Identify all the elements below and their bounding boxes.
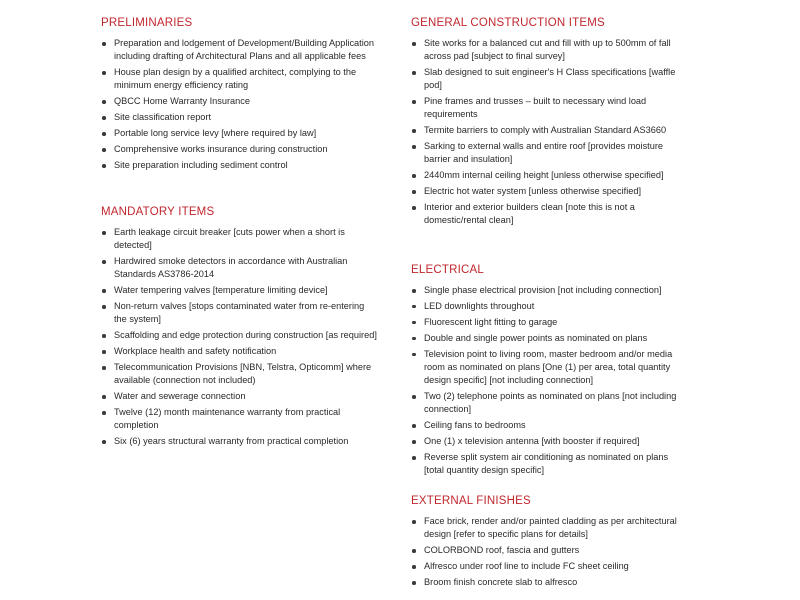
list-item: Slab designed to suit engineer's H Class specifications [waffle pod] [411,66,687,92]
section-heading: ELECTRICAL [411,264,484,276]
list-item: One (1) x television antenna [with booster if required] [411,435,687,448]
section-heading: EXTERNAL FINISHES [411,495,531,507]
item-list [101,226,379,448]
list-item: Telecommunication Provisions [NBN, Telstra, Opticomm] where available (connection not included) [101,361,379,387]
section-heading: MANDATORY ITEMS [101,206,215,218]
list-item: Site preparation including sediment control [101,159,379,172]
list-item: 2440mm internal ceiling height [unless otherwise specified] [411,169,687,182]
list-item: Fluorescent light fitting to garage [411,316,687,329]
list-item: Twelve (12) month maintenance warranty from practical completion [101,406,379,432]
list-item: Sarking to external walls and entire roof [provides moisture barrier and insulation] [411,140,687,166]
section-heading: PRELIMINARIES [101,17,193,29]
list-item: Termite barriers to comply with Australian Standard AS3660 [411,124,687,137]
list-item: COLORBOND roof, fascia and gutters [411,544,687,557]
item-list [411,515,687,589]
section-mandatory-items [101,205,379,451]
item-list [411,37,687,227]
section-electrical [411,263,687,480]
section-preliminaries [101,16,379,175]
list-item: Electric hot water system [unless otherwise specified] [411,185,687,198]
section-external-finishes [411,494,687,592]
list-item: Earth leakage circuit breaker [cuts power when a short is detected] [101,226,379,252]
list-item: Alfresco under roof line to include FC sheet ceiling [411,560,687,573]
list-item: Face brick, render and/or painted cladding as per architectural design [refer to specific plans for details] [411,515,687,541]
list-item: Portable long service levy [where required by law] [101,127,379,140]
item-list [411,284,687,477]
list-item: Television point to living room, master bedroom and/or media room as nominated on plans [One (1) per area, total quantity design specific] [not including connection] [411,348,687,387]
list-item: Non-return valves [stops contaminated water from re-entering the system] [101,300,379,326]
list-item: Two (2) telephone points as nominated on plans [not including connection] [411,390,687,416]
list-item: Reverse split system air conditioning as nominated on plans [total quantity design specific] [411,451,687,477]
list-item: Broom finish concrete slab to alfresco [411,576,687,589]
list-item: Preparation and lodgement of Development/Building Application including drafting of Architectural Plans and all applicable fees [101,37,379,63]
section-general-construction [411,16,687,230]
list-item: Double and single power points as nominated on plans [411,332,687,345]
list-item: Interior and exterior builders clean [note this is not a domestic/rental clean] [411,201,687,227]
list-item: LED downlights throughout [411,300,687,313]
list-item: Water tempering valves [temperature limiting device] [101,284,379,297]
list-item: Workplace health and safety notification [101,345,379,358]
list-item: Scaffolding and edge protection during construction [as required] [101,329,379,342]
list-item: Water and sewerage connection [101,390,379,403]
section-heading: GENERAL CONSTRUCTION ITEMS [411,17,605,29]
list-item: QBCC Home Warranty Insurance [101,95,379,108]
list-item: Comprehensive works insurance during construction [101,143,379,156]
item-list [101,37,379,172]
list-item: House plan design by a qualified architect, complying to the minimum energy efficiency rating [101,66,379,92]
list-item: Hardwired smoke detectors in accordance with Australian Standards AS3786-2014 [101,255,379,281]
list-item: Site classification report [101,111,379,124]
list-item: Six (6) years structural warranty from practical completion [101,435,379,448]
list-item: Ceiling fans to bedrooms [411,419,687,432]
list-item: Single phase electrical provision [not including connection] [411,284,687,297]
list-item: Site works for a balanced cut and fill with up to 500mm of fall across pad [subject to final survey] [411,37,687,63]
list-item: Pine frames and trusses – built to necessary wind load requirements [411,95,687,121]
